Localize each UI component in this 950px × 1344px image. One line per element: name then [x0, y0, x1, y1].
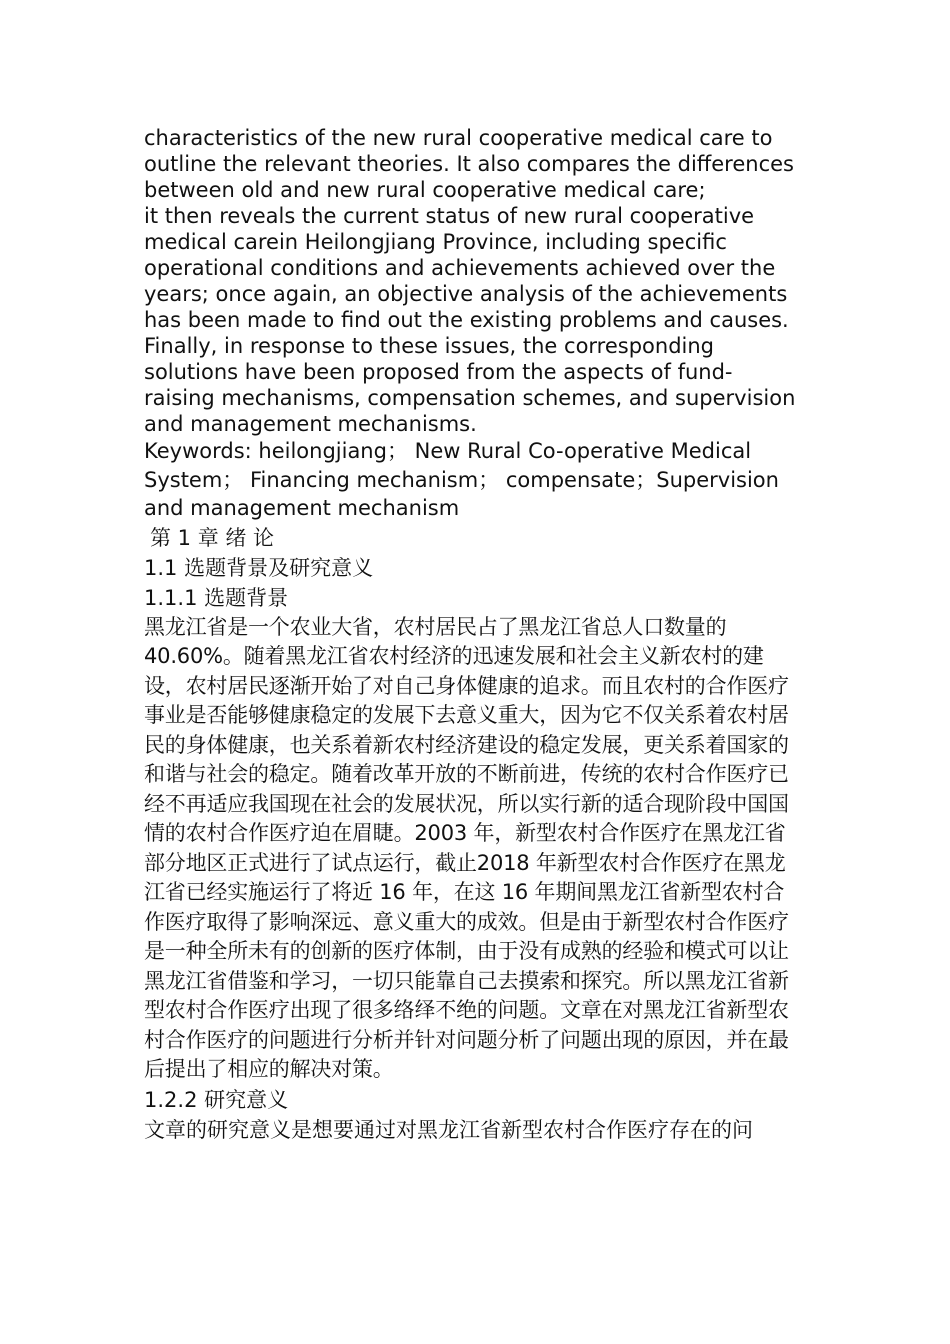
- background-paragraph: 黑龙江省是一个农业大省，农村居民占了黑龙江省总人口数量的40.60%。随着黑龙江省农村经济的迅速发展和社会主义新农村的建设，农村居民逐渐开始了对自己身体健康的追求。而且农村的合作医疗事业是否能够健康稳定的发展下去意义重大，因为它不仅关系着农村居民的身体健康，也关系着新农村经济建设的稳定发展，更关系着国家的和谐与社会的稳定。随着改革开放的不断前进，传统的农村合作医疗已经不再适应我国现在社会的发展状况，所以实行新的适合现阶段中国国情的农村合作医疗迫在眉睫。2003 年，新型农村合作医疗在黑龙江省部分地区正式进行了试点运行，截止2018 年新型农村合作医疗在黑龙江省已经实施运行了将近 16 年，在这 16 年期间黑龙江省新型农村合作医疗取得了影响深远、意义重大的成效。但是由于新型农村合作医疗是一种全所未有的创新的医疗体制，由于没有成熟的经验和模式可以让黑龙江省借鉴和学习，一切只能靠自己去摸索和探究。所以黑龙江省新型农村合作医疗出现了很多络绎不绝的问题。文章在对黑龙江省新型农村合作医疗的问题进行分析并针对问题分析了问题出现的原因，并在最后提出了相应的解决对策。: [144, 614, 789, 1081]
- subsection-heading-significance: 1.2.2 研究意义: [144, 1087, 289, 1112]
- chapter-title: 第 1 章 绪 论: [150, 525, 275, 550]
- document-page: [144, 125, 800, 1145]
- significance-paragraph: 文章的研究意义是想要通过对黑龙江省新型农村合作医疗存在的问: [144, 1117, 753, 1142]
- keywords: Keywords: heilongjiang； New Rural Co-operative Medical System； Financing mechanism； compensate；Supervision and management mechanism: [144, 439, 779, 520]
- abstract-continuation: characteristics of the new rural cooperative medical care to outline the relevant theories. It also compares the differences between old and new rural cooperative medical care;: [144, 126, 794, 202]
- subsection-heading-background: 1.1.1 选题背景: [144, 585, 289, 610]
- abstract-paragraph: it then reveals the current status of new rural cooperative medical carein Heilongjiang Province, including specific operational conditions and achievements achieved over the years; once again, an objective analysis of the achievements has been made to find out the existing problems and causes. Finally, in response to these issues, the corresponding solutions have been proposed from the aspects of fund-raising mechanisms, compensation schemes, and supervision and management mechanisms.: [144, 204, 796, 436]
- section-heading: 1.1 选题背景及研究意义: [144, 555, 374, 580]
